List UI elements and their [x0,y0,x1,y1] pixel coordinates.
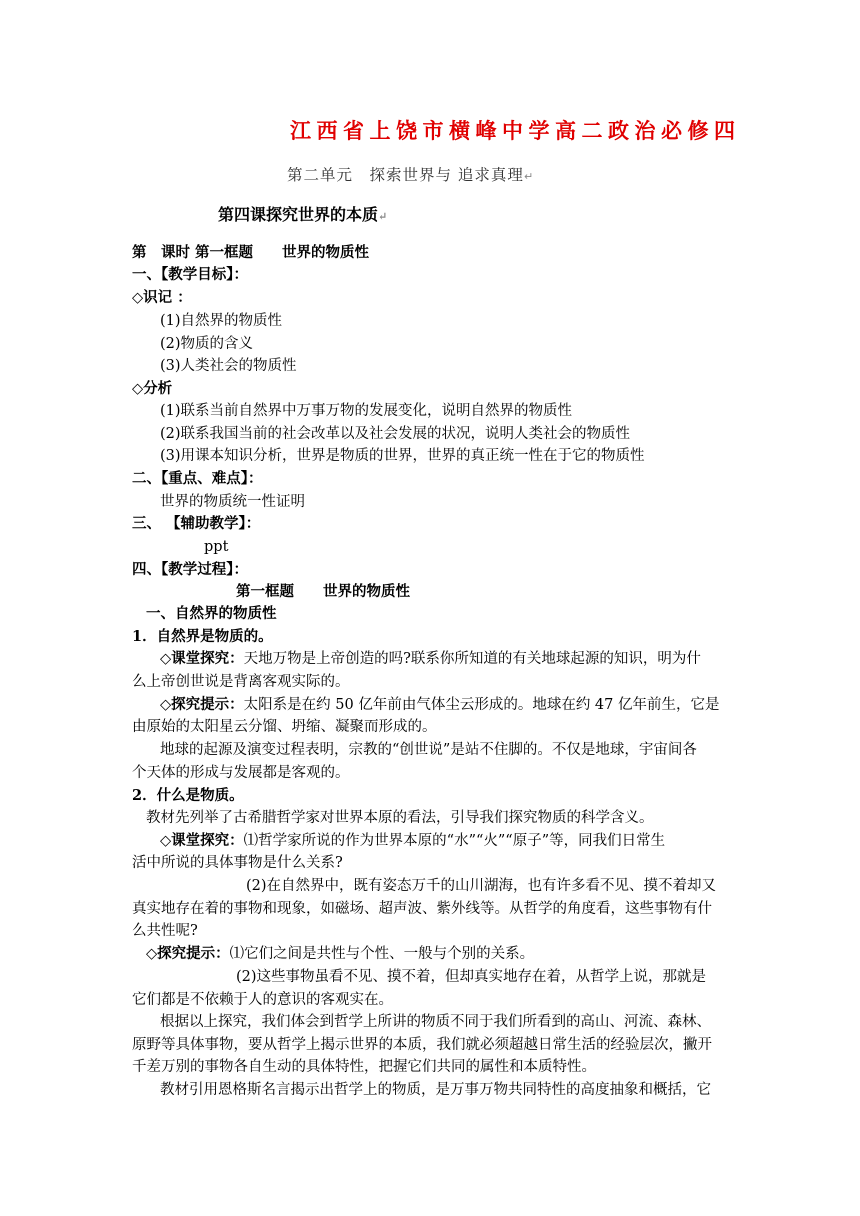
lesson-heading [218,202,387,225]
paragraph-cont: 原野等具体事物，要从哲学上揭示世界的本质，我们就必须超越日常生活的经验层次，撇开 [132,1037,712,1053]
inquiry-text-cont: 么共性呢? [132,923,198,939]
goals-heading: 一、【教学目标】： [132,266,248,283]
hint-block [146,945,534,963]
document-title: 江西省上饶市横峰中学高二政治必修四 [290,118,741,143]
hint-text-cont: 它们都是不依赖于人的意识的客观实在。 [132,992,393,1008]
inquiry-text: 天地万物是上帝创造的吗?联系你所知道的有关地球起源的知识，明为什 [243,651,701,667]
inquiry-text-cont: 活中所说的具体事物是什么关系? [132,855,343,871]
paragraph: 地球的起源及演变过程表明，宗教的“创世说”是站不住脚的。不仅是地球，宇宙间各 [160,742,697,758]
part-heading: 一、自然界的物质性 [146,605,277,622]
inquiry-block [160,650,701,668]
hint-text: 太阳系是在约 50 亿年前由气体尘云形成的。地球在约 47 亿年前生，它是 [243,697,720,713]
unit-heading [287,163,534,185]
hint-label: ◇探究提示： [160,696,244,713]
paragraph-cont: 个天体的形成与发展都是客观的。 [132,765,350,781]
aids-text: ppt [204,539,229,555]
hint-block [160,696,720,714]
item-heading: 1．自然界是物质的。 [132,628,273,645]
paragraph-mark: ↵ [378,210,388,223]
key-points-text: 世界的物质统一性证明 [160,494,305,510]
memorize-item: (3)人类社会的物质性 [160,358,297,374]
inquiry-text-cont: (2)在自然界中，既有姿态万千的山川湖海，也有许多看不见、摸不着却又 [246,878,717,894]
paragraph-cont: 千差万别的事物各自生动的具体特性，把握它们共同的属性和本质特性。 [132,1059,596,1075]
hint-text: ⑴它们之间是共性与个性、一般与个别的关系。 [229,946,535,962]
aids-heading: 三、 【辅助教学】： [132,515,261,532]
hint-text-cont: 由原始的太阳星云分馏、坍缩、凝聚而形成的。 [132,719,437,735]
analyze-item: (3)用课本知识分析，世界是物质的世界，世界的真正统一性在于它的物质性 [160,448,645,464]
lesson-text: 第四课探究世界的本质 [218,205,379,224]
memorize-item: (2)物质的含义 [160,336,254,352]
inquiry-label: ◇课堂探究： [160,650,244,667]
hint-label: ◇探究提示： [146,945,230,962]
section-heading: 第 课时 第一框题 世界的物质性 [132,244,370,261]
inquiry-text-cont: 真实地存在着的事物和现象，如磁场、超声波、紫外线等。从哲学的角度看，这些事物有什 [132,901,712,917]
analyze-label: ◇分析 [132,380,173,397]
item-heading: 2．什么是物质。 [132,787,244,804]
inquiry-text: ⑴哲学家所说的作为世界本原的“水”“火”“原子”等，同我们日常生 [243,833,666,849]
inquiry-block [160,832,665,850]
process-heading: 四、【教学过程】： [132,561,248,578]
memorize-label: ◇识记 ： [132,289,192,306]
analyze-item: (1)联系当前自然界中万事万物的发展变化，说明自然界的物质性 [160,403,573,419]
analyze-item: (2)联系我国当前的社会改革以及社会发展的状况，说明人类社会的物质性 [160,426,631,442]
unit-text: 第二单元 探索世界与 追求真理 [287,166,524,184]
memorize-item: (1)自然界的物质性 [160,313,283,329]
inquiry-text-cont: 么上帝创世说是背离客观实际的。 [132,674,350,690]
inquiry-label: ◇课堂探究： [160,832,244,849]
paragraph: 教材引用恩格斯名言揭示出哲学上的物质，是万事万物共同特性的高度抽象和概括，它 [160,1082,711,1098]
paragraph: 教材先列举了古希腊哲学家对世界本原的看法，引导我们探究物质的科学含义。 [146,810,654,826]
paragraph-mark: ↵ [523,170,535,183]
hint-text-cont: (2)这些事物虽看不见、摸不着，但却真实地存在着，从哲学上说，那就是 [236,969,707,985]
key-points-heading: 二、【重点、难点】： [132,470,263,487]
paragraph: 根据以上探究，我们体会到哲学上所讲的物质不同于我们所看到的高山、河流、森林、 [160,1014,711,1030]
process-subtitle: 第一框题 世界的物质性 [236,583,410,600]
